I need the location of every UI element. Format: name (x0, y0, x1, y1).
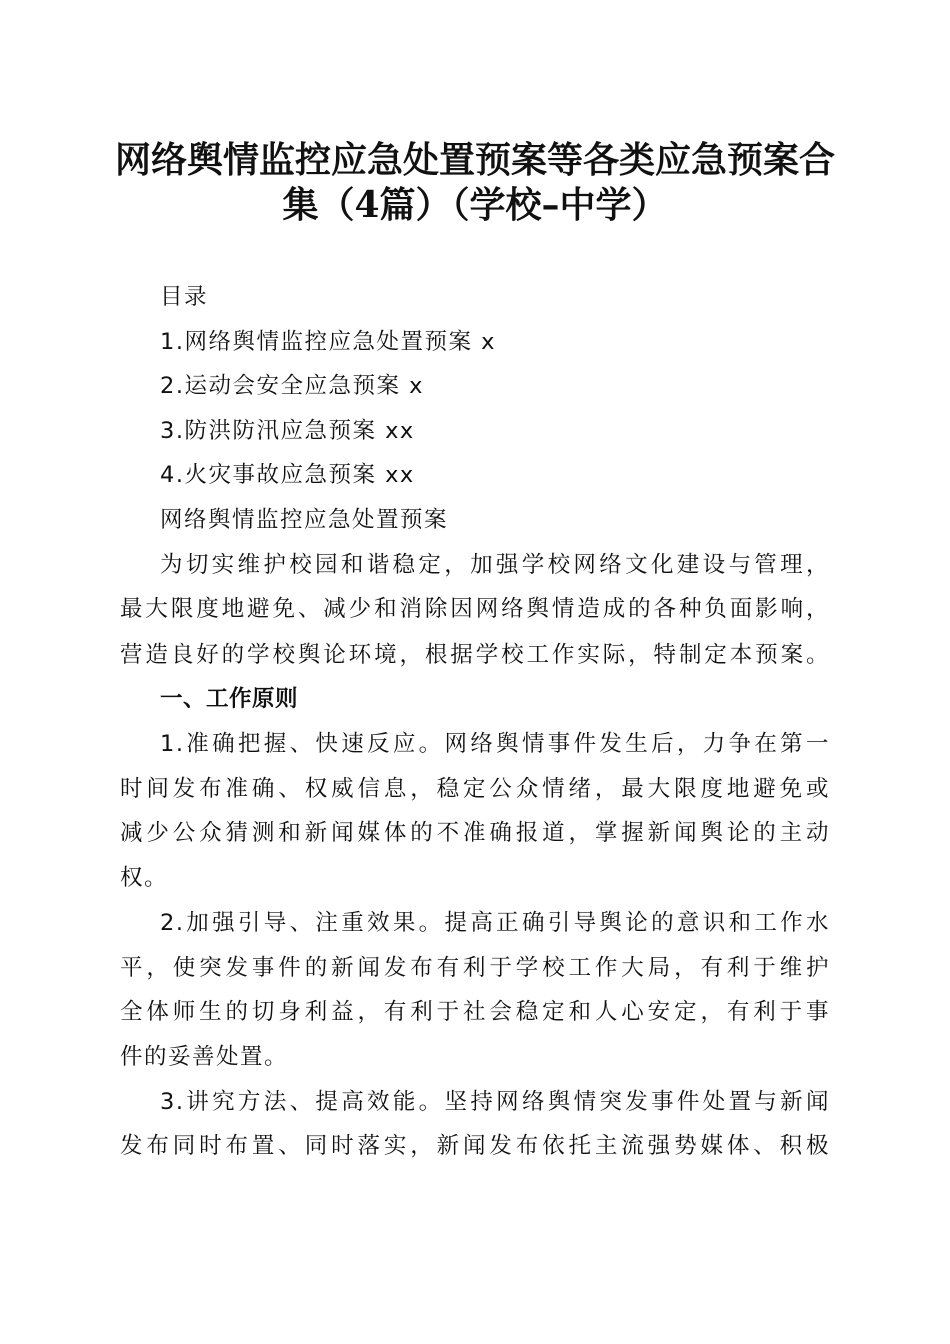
document-title-line-2: 集（4篇）（学校–中学） (282, 184, 668, 226)
toc-item-2: 2.运动会安全应急预案 x (160, 373, 424, 399)
principle-2-line-1: 2.加强引导、注重效果。提高正确引导舆论的意识和工作水 (160, 910, 830, 936)
section-title: 网络舆情监控应急处置预案 (160, 507, 449, 533)
document-title-line-1: 网络舆情监控应急处置预案等各类应急预案合 (114, 139, 835, 181)
principle-1-line-4: 权。 (120, 865, 169, 891)
principle-2-line-3: 全体师生的切身利益，有利于社会稳定和人心安定，有利于事 (120, 999, 830, 1025)
toc-item-4: 4.火灾事故应急预案 xx (160, 462, 415, 488)
principle-1-line-1: 1.准确把握、快速反应。网络舆情事件发生后，力争在第一 (160, 731, 830, 757)
toc-heading: 目录 (160, 284, 209, 310)
principle-2-line-2: 平，使突发事件的新闻发布有利于学校工作大局，有利于维护 (120, 955, 830, 981)
principle-3-line-2: 发布同时布置、同时落实，新闻发布依托主流强势媒体、积极 (120, 1133, 830, 1159)
principle-1-line-3: 减少公众猜测和新闻媒体的不准确报道，掌握新闻舆论的主动 (120, 820, 830, 846)
principle-3-line-1: 3.讲究方法、提高效能。坚持网络舆情突发事件处置与新闻 (160, 1089, 830, 1115)
principle-2-line-4: 件的妥善处置。 (120, 1044, 289, 1070)
heading-work-principles: 一、工作原则 (160, 686, 299, 712)
intro-line-3: 营造良好的学校舆论环境，根据学校工作实际，特制定本预案。 (120, 642, 830, 668)
principle-1-line-2: 时间发布准确、权威信息，稳定公众情绪，最大限度地避免或 (120, 776, 830, 802)
toc-item-1: 1.网络舆情监控应急处置预案 x (160, 329, 496, 355)
toc-item-3: 3.防洪防汛应急预案 xx (160, 418, 415, 444)
intro-line-1: 为切实维护校园和谐稳定，加强学校网络文化建设与管理， (160, 552, 830, 578)
intro-line-2: 最大限度地避免、减少和消除因网络舆情造成的各种负面影响， (120, 596, 830, 622)
